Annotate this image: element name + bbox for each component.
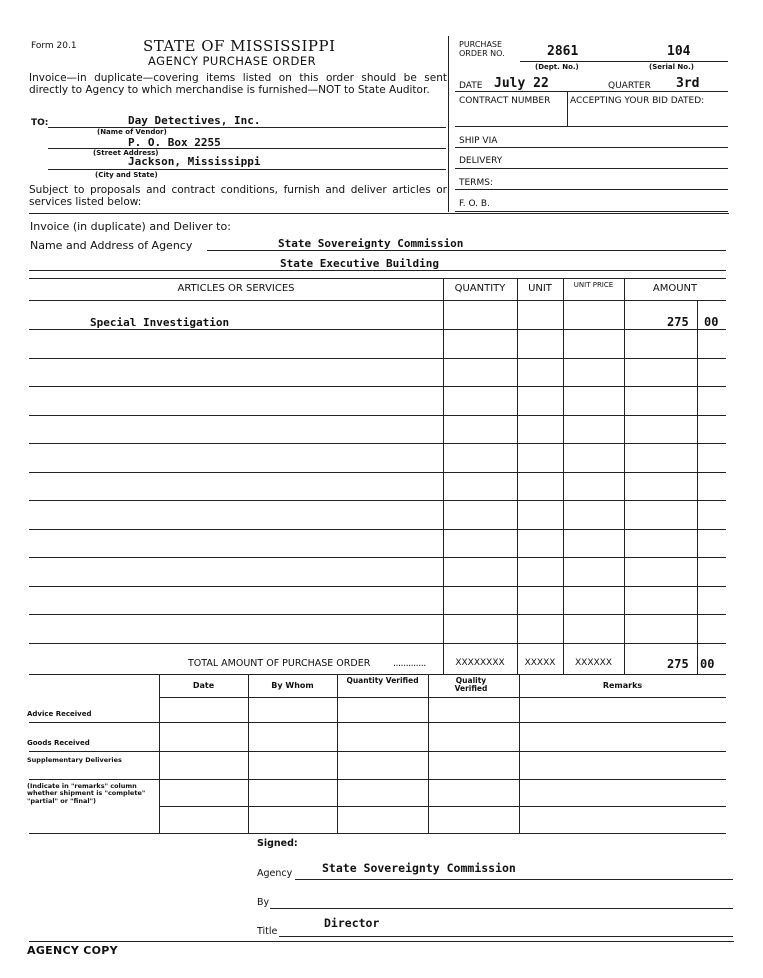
subject-text: Subject to proposals and contract conditions, furnish and deliver articles or services listed below:	[29, 184, 447, 208]
order-date: July 22	[494, 76, 549, 91]
total-label: TOTAL AMOUNT OF PURCHASE ORDER	[188, 658, 371, 669]
item-row-line	[29, 472, 726, 473]
agency-name-line	[207, 250, 726, 251]
item-row-line	[29, 415, 726, 416]
item-row-line	[29, 557, 726, 558]
header-divider	[448, 36, 449, 212]
receipt-col-4	[428, 674, 429, 834]
vendor-name: Day Detectives, Inc.	[128, 114, 261, 127]
vendor-name-label: (Name of Vendor)	[97, 128, 167, 136]
goods-row-line	[29, 751, 726, 752]
contract-number-label: CONTRACT NUMBER	[459, 96, 551, 106]
supplementary-row-line	[29, 779, 726, 780]
agency-copy-label: AGENCY COPY	[27, 944, 118, 957]
agency-sign-line	[295, 879, 733, 880]
ship-via-label: SHIP VIA	[459, 136, 498, 146]
terms-label: TERMS:	[459, 178, 493, 188]
remarks-note: (Indicate in "remarks" column whether shipment is "complete" "partial" or "final")	[27, 782, 146, 805]
form-title: STATE OF MISSISSIPPI	[143, 37, 336, 55]
receipt-bottom-line	[29, 833, 726, 834]
total-amount-dollars: 275	[667, 657, 689, 671]
total-unit: XXXXX	[524, 658, 556, 668]
col-line-amount	[624, 278, 625, 675]
to-label: TO:	[31, 118, 49, 128]
receipt-col-5	[519, 674, 520, 834]
vendor-street-label: (Street Address)	[93, 149, 159, 157]
item-row-line	[29, 529, 726, 530]
items-header-line	[29, 300, 726, 301]
dept-no-label: (Dept. No.)	[535, 63, 579, 71]
item-row-line	[29, 614, 726, 615]
purchase-order-label: PURCHASE ORDER NO.	[459, 40, 505, 58]
form-number: Form 20.1	[31, 41, 77, 51]
vendor-street: P. O. Box 2255	[128, 136, 221, 149]
item-row-line	[29, 643, 726, 644]
total-quantity: XXXXXXXX	[455, 658, 505, 668]
advice-received-label: Advice Received	[27, 710, 92, 718]
item-row-line	[29, 358, 726, 359]
dept-number: 2861	[547, 44, 579, 59]
total-bottom-line	[29, 674, 726, 675]
col-line-cents	[697, 300, 698, 675]
unit-price-header: UNIT PRICE	[573, 281, 614, 289]
agency-name-address-label: Name and Address of Agency	[30, 239, 193, 252]
item-row-line	[29, 586, 726, 587]
agency-name: State Sovereignty Commission	[278, 237, 464, 250]
agency-sign-value: State Sovereignty Commission	[322, 861, 516, 875]
item-article: Special Investigation	[90, 316, 230, 329]
amount-header: AMOUNT	[652, 283, 698, 294]
title-value: Director	[324, 916, 380, 930]
ship-via-line	[455, 147, 728, 148]
articles-header: ARTICLES OR SERVICES	[177, 283, 295, 294]
unit-header: UNIT	[528, 283, 552, 294]
title-sign-line	[279, 936, 733, 937]
agency-sign-label: Agency	[257, 868, 293, 879]
date-line	[455, 91, 728, 92]
item-row-line	[29, 329, 726, 330]
footer-line	[29, 941, 734, 942]
advice-row-line	[29, 722, 726, 723]
quarter-value: 3rd	[676, 76, 700, 91]
header-bottom-line	[29, 213, 729, 214]
receipt-col-3	[337, 674, 338, 834]
total-unit-price: XXXXXX	[575, 658, 612, 668]
receipt-quantity-verified-header: Quantity Verified	[346, 676, 419, 685]
quantity-header: QUANTITY	[454, 283, 506, 294]
col-line-qty	[443, 278, 444, 675]
delivery-label: DELIVERY	[459, 156, 503, 166]
vendor-city-label: (City and State)	[95, 171, 158, 179]
items-top-line	[29, 278, 726, 279]
invoice-deliver-label: Invoice (in duplicate) and Deliver to:	[30, 220, 231, 233]
title-label: Title	[257, 926, 278, 937]
vendor-city: Jackson, Mississippi	[128, 155, 261, 168]
serial-number: 104	[667, 44, 691, 59]
form-subtitle: AGENCY PURCHASE ORDER	[148, 54, 317, 68]
receipt-by-whom-header: By Whom	[271, 681, 314, 690]
item-row-line	[29, 443, 726, 444]
goods-received-label: Goods Received	[27, 739, 90, 747]
agency-address: State Executive Building	[280, 257, 439, 270]
col-line-unit	[517, 278, 518, 675]
item-amount-dollars: 275	[667, 315, 689, 329]
col-line-price	[563, 278, 564, 675]
order-no-line	[520, 61, 728, 62]
delivery-line	[455, 168, 728, 169]
fob-label: F. O. B.	[459, 199, 490, 209]
total-amount-cents: 00	[700, 657, 715, 671]
receipt-header-line	[159, 697, 726, 698]
item-row-line	[29, 500, 726, 501]
receipt-quality-verified-header: Quality Verified	[454, 676, 488, 693]
agency-address-line	[29, 270, 726, 271]
accepting-bid-label: ACCEPTING YOUR BID DATED:	[570, 96, 705, 106]
quarter-label: QUARTER	[608, 81, 651, 91]
fob-line	[455, 211, 728, 212]
receipt-remarks-header: Remarks	[602, 681, 643, 690]
terms-line	[455, 189, 728, 190]
receipt-row-line-5	[159, 806, 726, 807]
contract-divider	[567, 92, 568, 126]
signed-label: Signed:	[257, 838, 298, 849]
contract-line	[455, 126, 728, 127]
vendor-city-line	[48, 169, 446, 170]
by-sign-line	[270, 908, 733, 909]
date-label: DATE	[459, 81, 483, 91]
receipt-col-1	[159, 674, 160, 834]
by-label: By	[257, 897, 270, 908]
receipt-col-2	[248, 674, 249, 834]
serial-no-label: (Serial No.)	[649, 63, 694, 71]
total-dots: .............	[393, 658, 426, 669]
receipt-date-header: Date	[192, 681, 215, 690]
supplementary-deliveries-label: Supplementary Deliveries	[27, 756, 122, 764]
item-row-line	[29, 386, 726, 387]
invoice-instructions: Invoice—in duplicate—covering items listed on this order should be sent directly to Agency to which merchandise is furnished—NOT to State Auditor.	[29, 72, 447, 96]
item-amount-cents: 00	[704, 315, 719, 329]
